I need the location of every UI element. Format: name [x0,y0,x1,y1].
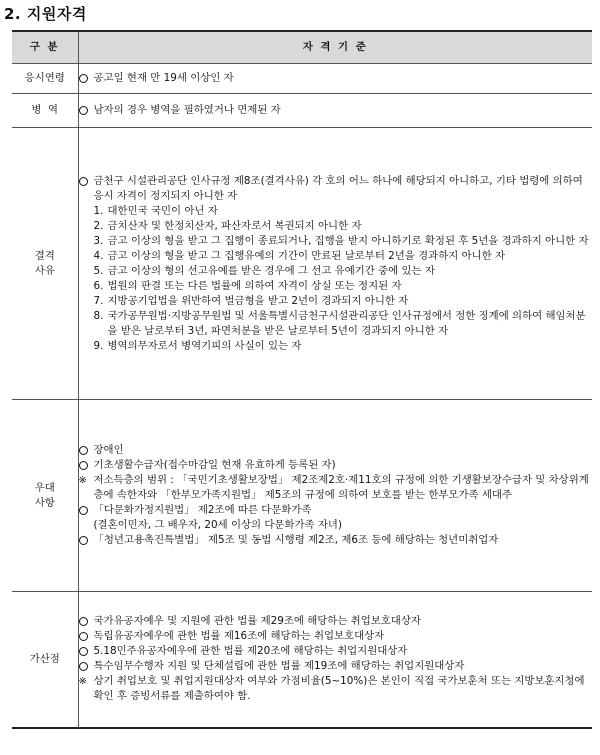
age-row [12,64,592,94]
bonus-note: ※ 상기 취업보호 및 취업지원대상자 여부와 가점비율(5~10%)은 본인이 직접 국가보훈처 또는 지방보훈지청에 확인 후 증빙서류를 제출하여야 함. [78,675,585,703]
list-item: 8. 국가공무원법·지방공무원법 및 서울특별시금천구시설관리공단 인사규정에서 정한 징계에 의하여 해임처분을 받은 날로부터 3년, 파면처분을 받은 날로부터 5년이 경과되지 아니한 자 [93,309,586,337]
preference-row [12,400,592,592]
list-item: 4. 금고 이상의 형을 받고 그 집행유예의 기간이 만료된 날로부터 2년을 경과하지 아니한 자 [93,249,506,262]
circle-bullet-icon [79,632,88,641]
header-criteria: 자 격 기 준 [78,31,592,64]
circle-bullet-icon [79,74,88,83]
bonus-row [12,592,592,728]
disqualification-row [12,128,592,400]
list-item: 7. 지방공기업법을 위반하여 벌금형을 받고 2년이 경과되지 아니한 자 [93,294,409,307]
list-item: 「청년고용촉진특별법」 제5조 및 동법 시행령 제2조, 제6조 등에 해당하는 청년미취업자 [79,533,593,548]
military-label: 병 역 [12,94,78,128]
header-category: 구 분 [12,31,78,64]
circle-bullet-icon [79,617,88,626]
preference-label: 우대 사항 [12,400,78,592]
bonus-label: 가산점 [12,592,78,728]
circle-bullet-icon [79,506,88,515]
list-item: 특수임무수행자 지원 및 단체설립에 관한 법률 제19조에 해당하는 취업지원대상자 [79,659,593,674]
disqualification-content [78,128,592,400]
qualification-table [12,30,592,729]
circle-bullet-icon [79,177,88,186]
bonus-content [78,592,592,728]
military-content [78,94,592,128]
circle-bullet-icon [79,446,88,455]
reference-mark-icon: ※ [78,676,87,688]
circle-bullet-icon [79,647,88,656]
age-label: 응시연령 [12,64,78,94]
list-item: 기초생활수급자(접수마감일 현재 유효하게 등록된 자) [79,458,593,473]
list-item: 독립유공자예우에 관한 법률 제16조에 해당하는 취업보호대상자 [79,629,593,644]
list-item: 국가유공자예우 및 지원에 관한 법률 제29조에 해당하는 취업보호대상자 [79,614,593,629]
header-row [12,31,592,64]
circle-bullet-icon [79,461,88,470]
military-item: 남자의 경우 병역을 필하였거나 면제된 자 [79,103,593,118]
list-item: 3. 금고 이상의 형을 받고 그 집행이 종료되거나, 집행을 받지 아니하기로 확정된 후 5년을 경과하지 아니한 자 [93,234,589,247]
list-item: 5. 금고 이상의 형의 선고유예를 받은 경우에 그 선고 유예기간 중에 있는 자 [93,264,435,277]
list-item: 2. 금치산자 및 한정치산자, 파산자로서 복권되지 아니한 자 [93,219,362,232]
age-item: 공고일 현재 만 19세 이상인 자 [79,71,593,86]
circle-bullet-icon [79,106,88,115]
scope-note: ※ 저소득층의 범위 : 「국민기초생활보장법」 제2조제2호·제11호의 규정에 의한 기생활보장수급자 및 차상위계층에 속한자와 「한부모가족지원법」 제5조의 규정에 의하여 보호를 받는 한부모가족 세대주 [78,474,589,501]
multicultural-sub: (결혼이민자, 그 배우자, 20세 이상의 다문화가족 자녀) [93,519,342,531]
military-row [12,94,592,128]
circle-bullet-icon [79,536,88,545]
reference-mark-icon: ※ [78,475,87,486]
age-content [78,64,592,94]
list-item: 6. 법원의 판결 또는 다른 법률에 의하여 자격이 상실 또는 정지된 자 [93,279,402,292]
preference-content [78,400,592,592]
list-item: 5.18민주유공자예우에 관한 법률 제20조에 해당하는 취업지원대상자 [79,644,593,659]
disqualification-label: 결격 사유 [12,128,78,400]
list-item: 장애인 [79,443,593,458]
list-item: 「다문화가정지원법」 제2조에 따른 다문화가족 [79,503,593,518]
circle-bullet-icon [79,662,88,671]
list-item: 1. 대한민국 국민이 아닌 자 [93,204,218,217]
section-title: 2. 지원자격 [4,5,87,23]
disqualification-intro: 금천구 시설관리공단 인사규정 제8조(결격사유) 각 호의 어느 하나에 해당되지 아니하고, 기타 법령에 의하여 응시 자격이 정지되지 아니한 자 [79,174,593,204]
list-item: 9. 병역의무자로서 병역기피의 사실이 있는 자 [93,339,302,352]
